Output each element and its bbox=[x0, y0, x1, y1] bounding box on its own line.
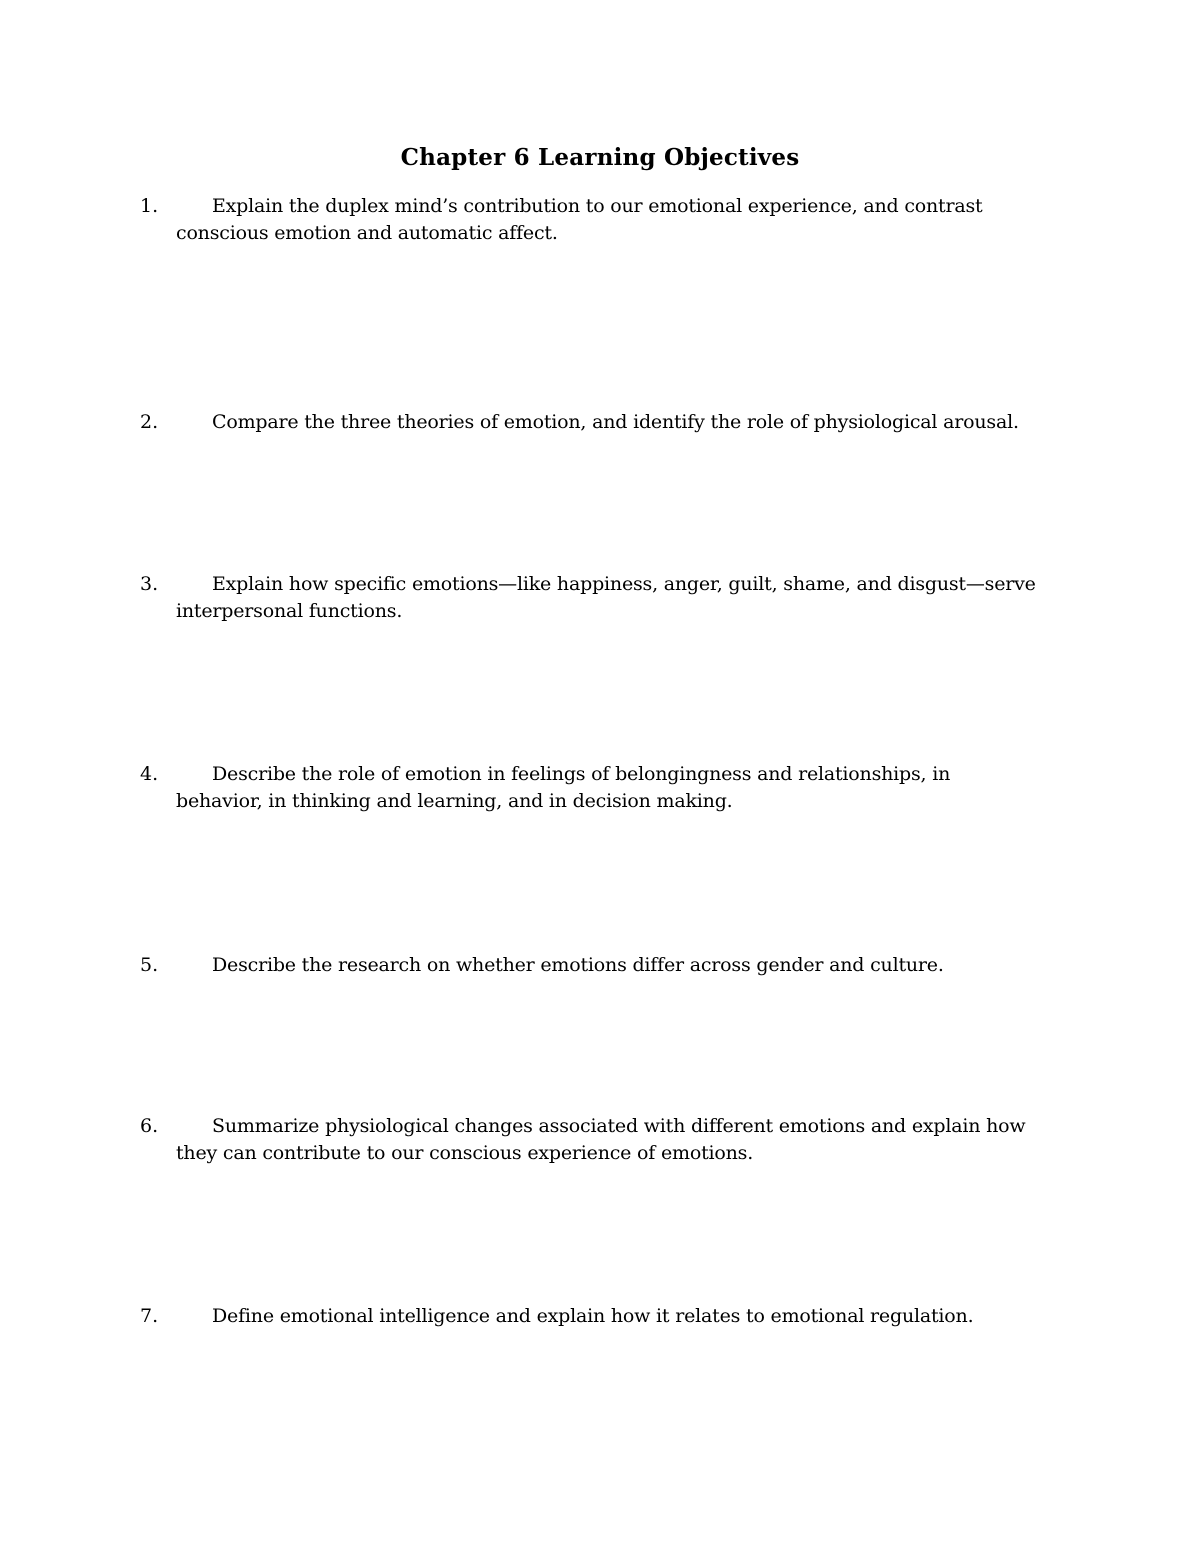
objective-item bbox=[140, 1113, 1040, 1167]
objective-text: Define emotional intelligence and explain how it relates to emotional regulation. bbox=[212, 1305, 974, 1327]
page-title: Chapter 6 Learning Objectives bbox=[400, 144, 800, 171]
objective-number: 6. bbox=[140, 1115, 159, 1137]
objective-item bbox=[140, 1303, 1040, 1330]
objective-item bbox=[140, 571, 1040, 625]
objective-text: Explain how specific emotions—like happiness, anger, guilt, shame, and disgust—serve interpersonal functions. bbox=[176, 573, 1036, 622]
objective-number: 3. bbox=[140, 573, 159, 595]
objective-text: Describe the role of emotion in feelings of belongingness and relationships, in behavior, in thinking and learning, and in decision making. bbox=[176, 763, 951, 812]
objective-text: Explain the duplex mind’s contribution to our emotional experience, and contrast conscious emotion and automatic affect. bbox=[176, 195, 983, 244]
objective-number: 4. bbox=[140, 763, 159, 785]
objective-number: 7. bbox=[140, 1305, 159, 1327]
objective-item bbox=[140, 409, 1040, 436]
objective-text: Compare the three theories of emotion, and identify the role of physiological arousal. bbox=[212, 411, 1019, 433]
objective-number: 1. bbox=[140, 195, 159, 217]
objective-item bbox=[140, 193, 1040, 247]
objective-number: 5. bbox=[140, 954, 159, 976]
objective-text: Summarize physiological changes associated with different emotions and explain how they can contribute to our conscious experience of emotions. bbox=[176, 1115, 1026, 1164]
objective-item bbox=[140, 952, 1040, 979]
objective-text: Describe the research on whether emotions differ across gender and culture. bbox=[212, 954, 944, 976]
objective-item bbox=[140, 761, 1040, 815]
objective-number: 2. bbox=[140, 411, 159, 433]
